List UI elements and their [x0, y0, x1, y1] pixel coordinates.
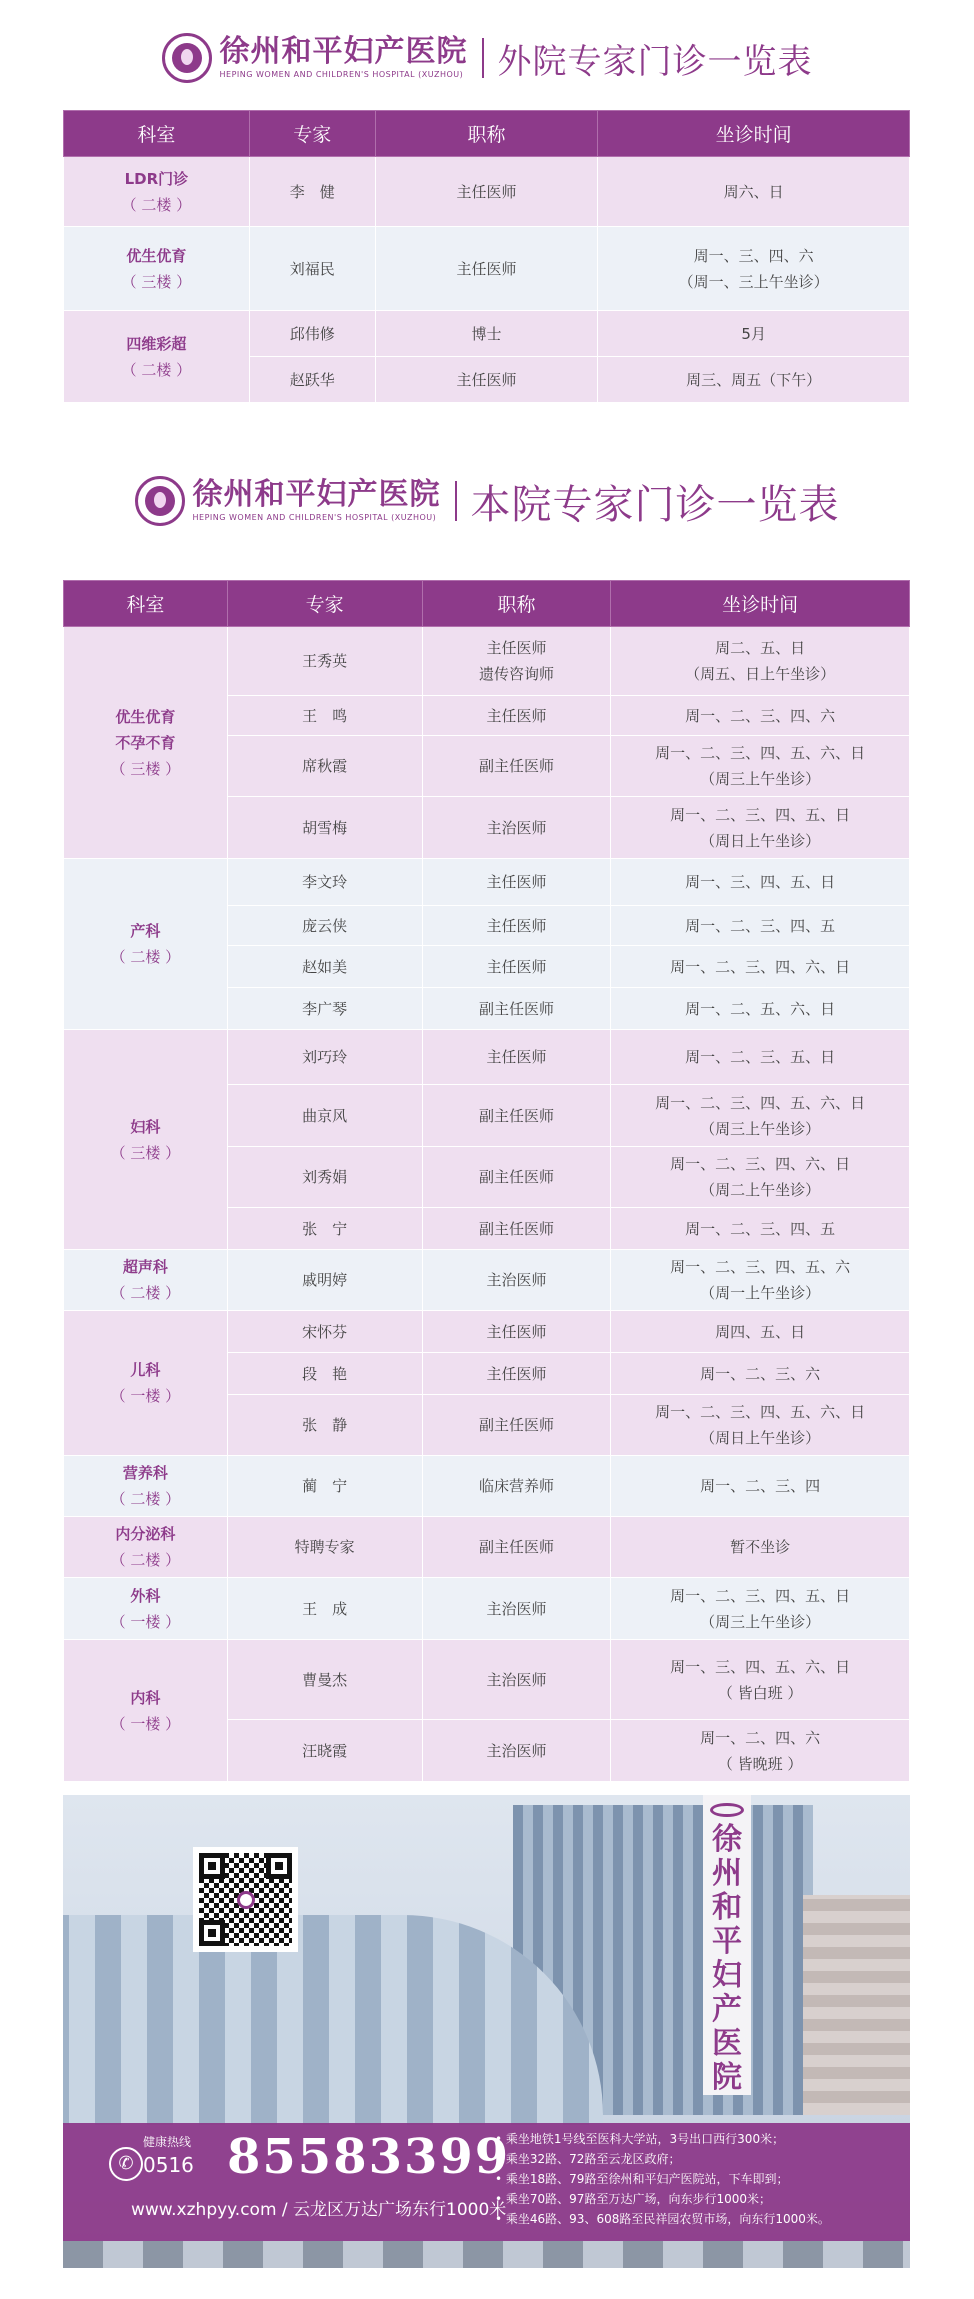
- table-row: [64, 1640, 910, 1720]
- header-dept: 科室: [64, 581, 228, 627]
- transit-routes: [495, 2129, 830, 2229]
- schedule: 周二、五、日 （周五、日上午坐诊）: [611, 627, 910, 696]
- doctor-name: 张 宁: [227, 1208, 422, 1250]
- logo-icon: [135, 476, 185, 526]
- doctor-title: 主治医师: [422, 1250, 611, 1311]
- header-dept: 科室: [64, 111, 250, 157]
- dept-cell: 外科 （ 一楼 ）: [64, 1578, 228, 1640]
- schedule: 周一、二、三、四、五、六、日 （周三上午坐诊）: [611, 1085, 910, 1147]
- schedule: 周一、二、三、四、五、六 （周一上午坐诊）: [611, 1250, 910, 1311]
- qr-code[interactable]: [193, 1847, 298, 1952]
- header-time: 坐诊时间: [611, 581, 910, 627]
- schedule: 周一、三、四、六 （周一、三上午坐诊）: [598, 227, 910, 311]
- header-title: 职称: [422, 581, 611, 627]
- logo-name-cn: 徐州和平妇产医院: [192, 477, 441, 512]
- doctor-title: 主任医师: [422, 1311, 611, 1353]
- table-row: [64, 1311, 910, 1353]
- website-address[interactable]: www.xzhpyy.com / 云龙区万达广场东行1000米: [131, 2200, 507, 2220]
- table-row: [64, 627, 910, 696]
- dept-cell: 儿科 （ 一楼 ）: [64, 1311, 228, 1456]
- dept-cell: 优生优育 不孕不育 （ 三楼 ）: [64, 627, 228, 859]
- building-side: [803, 1895, 910, 2115]
- logo-name-en: HEPING WOMEN AND CHILDREN'S HOSPITAL (XUZHOU): [219, 70, 464, 79]
- phone-icon: ✆: [109, 2147, 143, 2181]
- doctor-title: 主任医师 遗传咨询师: [422, 627, 611, 696]
- schedule: 周一、三、四、五、日: [611, 859, 910, 906]
- list-item: • 乘坐地铁1号线至医科大学站，3号出口西行300米；: [495, 2129, 830, 2149]
- header-time: 坐诊时间: [598, 111, 910, 157]
- doctor-title: 副主任医师: [422, 1208, 611, 1250]
- dept-cell: 四维彩超 （ 二楼 ）: [64, 311, 250, 403]
- doctor-name: 胡雪梅: [227, 797, 422, 859]
- doctor-name: 李广琴: [227, 988, 422, 1030]
- sign-logo-icon: [710, 1803, 744, 1817]
- qr-code-icon: [199, 1853, 292, 1946]
- dept-cell: 妇科 （ 三楼 ）: [64, 1030, 228, 1250]
- schedule: 周一、二、三、六: [611, 1353, 910, 1395]
- schedule: 周一、二、三、四、五、六、日 （周日上午坐诊）: [611, 1395, 910, 1456]
- list-item: • 乘坐18路、79路至徐州和平妇产医院站，下车即到；: [495, 2169, 830, 2189]
- list-item: • 乘坐46路、93、608路至民祥园农贸市场，向东行1000米。: [495, 2209, 830, 2229]
- schedule: 周一、三、四、五、六、日 （ 皆白班 ）: [611, 1640, 910, 1720]
- doctor-title: 副主任医师: [422, 1395, 611, 1456]
- doctor-title: 主任医师: [422, 906, 611, 946]
- doctor-name: 戚明婷: [227, 1250, 422, 1311]
- list-item: • 乘坐70路、97路至万达广场，向东步行1000米；: [495, 2189, 830, 2209]
- doctor-name: 宋怀芬: [227, 1311, 422, 1353]
- doctor-title: 主任医师: [375, 227, 598, 311]
- doctor-name: 王 成: [227, 1578, 422, 1640]
- doctor-title: 主治医师: [422, 1578, 611, 1640]
- doctor-name: 李 健: [249, 157, 375, 227]
- doctor-name: 赵如美: [227, 946, 422, 988]
- dept-cell: 营养科 （ 二楼 ）: [64, 1456, 228, 1517]
- table-row: [64, 1456, 910, 1517]
- schedule: 5月: [598, 311, 910, 357]
- doctor-name: 张 静: [227, 1395, 422, 1456]
- divider: [455, 481, 457, 521]
- table-header-row: [64, 581, 910, 627]
- area-code: 0516: [143, 2153, 194, 2177]
- divider: [482, 38, 484, 78]
- dept-cell: 产科 （ 二楼 ）: [64, 859, 228, 1030]
- table-row: [64, 1250, 910, 1311]
- doctor-title: 主治医师: [422, 1640, 611, 1720]
- doctor-title: 副主任医师: [422, 1147, 611, 1208]
- doctor-title: 副主任医师: [422, 1085, 611, 1147]
- schedule: 周一、二、三、四、五: [611, 1208, 910, 1250]
- table-row: [64, 157, 910, 227]
- dept-cell: 优生优育 （ 三楼 ）: [64, 227, 250, 311]
- doctor-name: 赵跃华: [249, 357, 375, 403]
- doctor-name: 汪晓霞: [227, 1720, 422, 1782]
- external-title: 外院专家门诊一览表: [497, 41, 813, 82]
- doctor-title: 主任医师: [422, 946, 611, 988]
- dept-cell: 超声科 （ 二楼 ）: [64, 1250, 228, 1311]
- header-doctor: 专家: [249, 111, 375, 157]
- schedule: 周一、二、五、六、日: [611, 988, 910, 1030]
- logo-icon: [162, 33, 212, 83]
- schedule: 周一、二、三、四、六、日 （周二上午坐诊）: [611, 1147, 910, 1208]
- schedule: 周三、周五（下午）: [598, 357, 910, 403]
- doctor-name: 曹曼杰: [227, 1640, 422, 1720]
- doctor-title: 主治医师: [422, 1720, 611, 1782]
- external-expert-table: [63, 110, 910, 403]
- doctor-title: 副主任医师: [422, 988, 611, 1030]
- schedule: 暂不坐诊: [611, 1517, 910, 1578]
- doctor-name: 蔺 宁: [227, 1456, 422, 1517]
- table-row: [64, 227, 910, 311]
- internal-banner: [0, 466, 974, 536]
- doctor-name: 特聘专家: [227, 1517, 422, 1578]
- hospital-logo: [162, 33, 468, 83]
- table-row: [64, 1030, 910, 1085]
- table-row: [64, 311, 910, 357]
- doctor-title: 主任医师: [375, 357, 598, 403]
- schedule: 周一、二、三、四、五、日 （周日上午坐诊）: [611, 797, 910, 859]
- schedule: 周四、五、日: [611, 1311, 910, 1353]
- doctor-name: 曲京风: [227, 1085, 422, 1147]
- list-item: • 乘坐32路、72路至云龙区政府；: [495, 2149, 830, 2169]
- doctor-name: 刘福民: [249, 227, 375, 311]
- doctor-name: 刘巧玲: [227, 1030, 422, 1085]
- table-header-row: [64, 111, 910, 157]
- doctor-title: 主任医师: [422, 696, 611, 736]
- doctor-name: 李文玲: [227, 859, 422, 906]
- doctor-name: 庞云侠: [227, 906, 422, 946]
- schedule: 周一、二、三、四、六、日: [611, 946, 910, 988]
- schedule: 周一、二、三、五、日: [611, 1030, 910, 1085]
- doctor-title: 副主任医师: [422, 736, 611, 797]
- doctor-title: 主任医师: [375, 157, 598, 227]
- doctor-name: 段 艳: [227, 1353, 422, 1395]
- contact-band: [63, 2123, 910, 2241]
- doctor-name: 王 鸣: [227, 696, 422, 736]
- doctor-name: 邱伟修: [249, 311, 375, 357]
- doctor-title: 主治医师: [422, 797, 611, 859]
- dept-cell: LDR门诊 （ 二楼 ）: [64, 157, 250, 227]
- schedule: 周六、日: [598, 157, 910, 227]
- logo-name-en: HEPING WOMEN AND CHILDREN'S HOSPITAL (XUZHOU): [192, 513, 437, 522]
- doctor-name: 刘秀娟: [227, 1147, 422, 1208]
- logo-name-cn: 徐州和平妇产医院: [219, 34, 468, 69]
- external-banner: [0, 28, 974, 88]
- street-strip: [63, 2241, 910, 2268]
- doctor-title: 主任医师: [422, 1353, 611, 1395]
- sign-text: 徐州和平妇产医院: [712, 1822, 742, 2095]
- internal-expert-table: [63, 580, 910, 1782]
- doctor-title: 主任医师: [422, 1030, 611, 1085]
- doctor-name: 王秀英: [227, 627, 422, 696]
- doctor-name: 席秋霞: [227, 736, 422, 797]
- building-sign: [703, 1795, 751, 2095]
- doctor-title: 副主任医师: [422, 1517, 611, 1578]
- dept-cell: 内分泌科 （ 二楼 ）: [64, 1517, 228, 1578]
- hospital-logo: [135, 476, 441, 526]
- doctor-title: 博士: [375, 311, 598, 357]
- dept-cell: 内科 （ 一楼 ）: [64, 1640, 228, 1782]
- schedule: 周一、二、三、四、六: [611, 696, 910, 736]
- doctor-title: 主任医师: [422, 859, 611, 906]
- table-row: [64, 859, 910, 906]
- doctor-title: 临床营养师: [422, 1456, 611, 1517]
- schedule: 周一、二、三、四、五、六、日 （周三上午坐诊）: [611, 736, 910, 797]
- schedule: 周一、二、三、四、五、日 （周三上午坐诊）: [611, 1578, 910, 1640]
- internal-title: 本院专家门诊一览表: [470, 481, 840, 528]
- header-title: 职称: [375, 111, 598, 157]
- table-row: [64, 1578, 910, 1640]
- schedule: 周一、二、四、六 （ 皆晚班 ）: [611, 1720, 910, 1782]
- hotline-number[interactable]: 85583399: [227, 2129, 511, 2185]
- hospital-photo: [63, 1795, 910, 2268]
- hotline-label: 健康热线: [143, 2135, 192, 2149]
- schedule: 周一、二、三、四、五: [611, 906, 910, 946]
- schedule: 周一、二、三、四: [611, 1456, 910, 1517]
- header-doctor: 专家: [227, 581, 422, 627]
- table-row: [64, 1517, 910, 1578]
